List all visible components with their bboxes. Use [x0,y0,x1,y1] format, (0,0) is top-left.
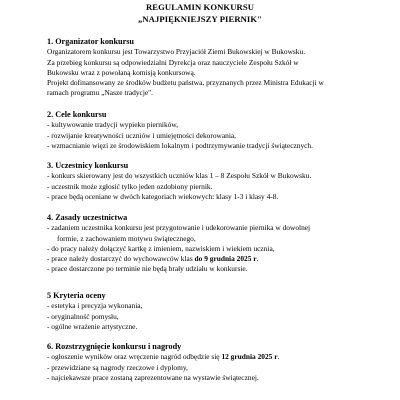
deadline-period: . [256,254,259,264]
section-heading: 4. Zasady uczestnictwa [47,213,128,222]
list-item: - prace dostarczone po terminie nie będą brały udziału w konkursie. [47,264,248,274]
list-item-continuation: formie, z zachowaniem motywu świątecznego, [57,233,196,243]
list-item: - zadaniem uczestnika konkursu jest przygotowanie i udekorowanie piernika w dowolnej [47,223,311,233]
results-date: 12 grudnia 2025 r [221,352,278,362]
section-heading: 6. Rozstrzygnięcie konkursu i nagrody [47,342,182,351]
section-organizer [47,37,392,99]
results-period: . [277,352,280,362]
deadline-date: do 9 grudnia 2025 r [194,254,257,264]
section-results [47,342,392,383]
list-item-deadline [47,254,392,264]
list-item: - do pracy należy dołączyć kartkę z imieniem, nazwiskiem i wiekiem ucznia, [47,243,275,253]
section-criteria [47,291,392,332]
list-item-results-date [47,352,392,362]
paragraph-line: Za przebieg konkursu są odpowiedzialni Dyrekcja oraz nauczyciele Zespołu Szkół w [47,57,299,67]
list-item: - prace będą oceniane w dwóch kategoriach wiekowych: klasy 1-3 i klasy 4-8. [47,191,279,201]
section-heading: 1. Organizator konkursu [47,37,134,46]
section-participants [47,161,392,202]
title-line-1: REGULAMIN KONKURSU [145,2,255,12]
list-item: - wzmacnianie więzi ze środowiskiem lokalnym i podtrzymywanie tradycji świątecznych. [47,140,313,150]
list-item: - ogólne wrażenie artystyczne. [47,321,138,331]
list-item: - uczestnik może zgłosić tylko jeden ozdobiony piernik. [47,181,213,191]
list-item: - przewidziane są nagrody rzeczowe i dyplomy, [47,362,188,372]
paragraph-line: Organizatorem konkursu jest Towarzystwo Przyjaciół Ziemi Bukowskiej w Bukowsku. [47,47,306,57]
deadline-text: - prace należy dostarczyć do wychowawców klas [47,254,195,264]
section-heading: 3. Uczestnicy konkursu [47,161,129,170]
list-item: - najciekawsze prace zostaną zaprezentowane na wystawie świątecznej. [47,372,259,382]
list-item: - rozwijanie kreatywności uczniów i umiejętności dekorowania, [47,130,237,140]
results-text: - ogłoszenie wyników oraz wręczenie nagród odbędzie się [47,352,222,362]
document-title [0,1,400,25]
section-goals [47,110,392,151]
section-rules [47,213,392,275]
section-heading: 2. Cele konkursu [47,110,107,119]
list-item: - kultywowanie tradycji wypieku pierników, [47,120,179,130]
paragraph-line: Projekt dofinansowany ze środków budżetu państwa, przyznanych przez Ministra Edukacji w [47,78,324,88]
list-item: - estetyka i precyzja wykonania, [47,301,143,311]
list-item: - oryginalność pomysłu, [47,311,119,321]
title-line-2: „NAJPIĘKNIEJSZY PIERNIK" [137,14,263,24]
paragraph-line: Bukowsku wraz z powołaną komisją konkursową. [47,67,196,77]
paragraph-line: ramach programu „Nasze tradycje". [47,88,154,98]
list-item: - konkurs skierowany jest do wszystkich uczniów klas 1 – 8 Zespołu Szkół w Bukowsku. [47,171,312,181]
section-heading: 5 Kryteria oceny [47,291,106,300]
